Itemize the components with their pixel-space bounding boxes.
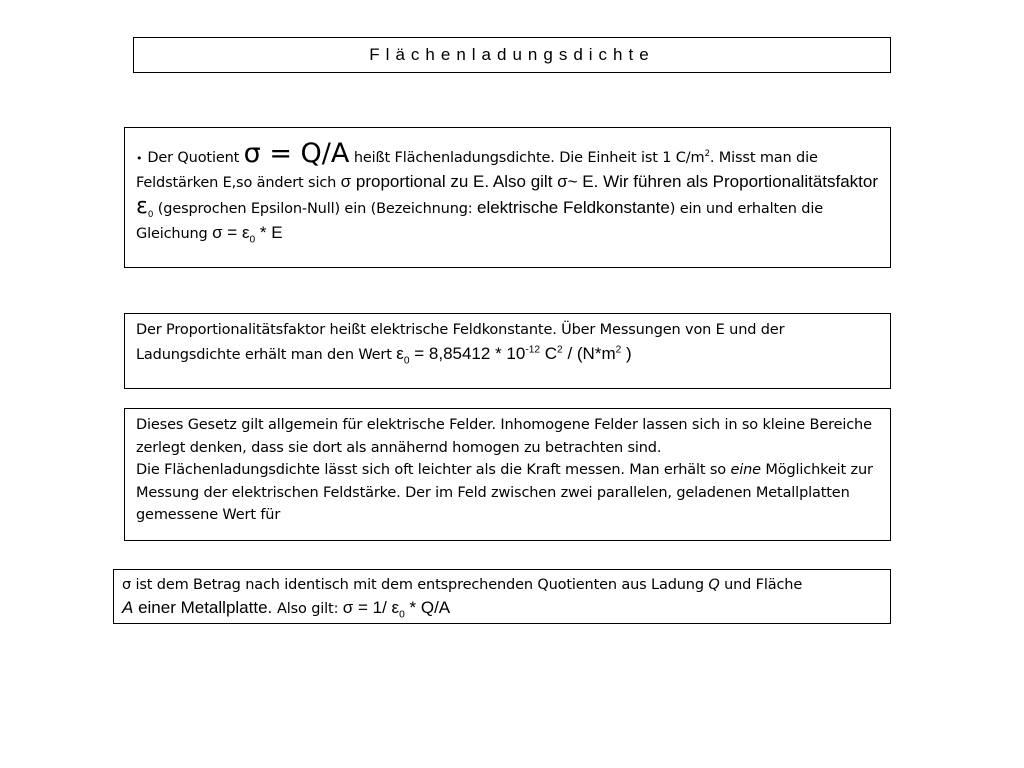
conclusion-box [113, 569, 891, 624]
equation-sigma-eps-e: $\sigma = \varepsilon_0 * E$ [212, 223, 283, 246]
epsilon-value: $\varepsilon_0 = 8,85412 * 10^{-12}$ $C^2 / (N*m^2$ ) [396, 344, 632, 367]
conclusion-text: σ ist dem Betrag nach identisch mit dem entsprechenden Quotienten aus Ladung Q und Fläche A einer Metallplatte. Also gilt: σ = 1/ $\varepsilon_0 * Q/A$ [122, 577, 803, 620]
constant-text: Der Proportionalitätsfaktor heißt elektrische Feldkonstante. Über Messungen von E und der Ladungsdichte erhält man den Wert $\varepsilon_0 = 8,85412 * 10^{-12}$ $C^2 / (N*m^2$ ) [136, 322, 785, 367]
general-law-text: Dieses Gesetz gilt allgemein für elektrische Felder. Inhomogene Felder lassen sich in so kleine Bereiche zerlegt denken, dass sie dort als annähernd homogen zu betrachten sind. Die Flächenladungsdichte lässt sich oft leichter als die Kraft messen. Man erhält so eine Möglichkeit zur Messung der elektrischen Feldstärke. Der im Feld zwischen zwei parallelen, geladenen Metallplatten gemessene Wert für [136, 417, 873, 523]
definition-text: • Der Quotient σ = Q/A heißt Flächenladungsdichte. Die Einheit ist 1 $C/m^2$. Misst man die Feldstärken E,so ändert sich σ proportional zu E. Also gilt σ~ E. Wir führen als Proportionalitätsfaktor $\varepsilon_0$ (gesprochen Epsilon-Null) ein (Bezeichnung: elektrische Feldkonstante) ein und erhalten die Gleichung $\sigma = \varepsilon_0 * E$ [136, 138, 879, 246]
equation-sigma-q-a: σ = 1/ $\varepsilon_0 * Q/A$ [342, 597, 451, 620]
formula-sigma: σ = Q/A [243, 138, 350, 169]
page-title: Flächenladungsdichte [369, 45, 655, 64]
definition-box [124, 127, 891, 268]
constant-box [124, 313, 891, 389]
title-box [133, 37, 891, 73]
general-law-box [124, 408, 891, 541]
bullet-icon: • [136, 152, 143, 165]
